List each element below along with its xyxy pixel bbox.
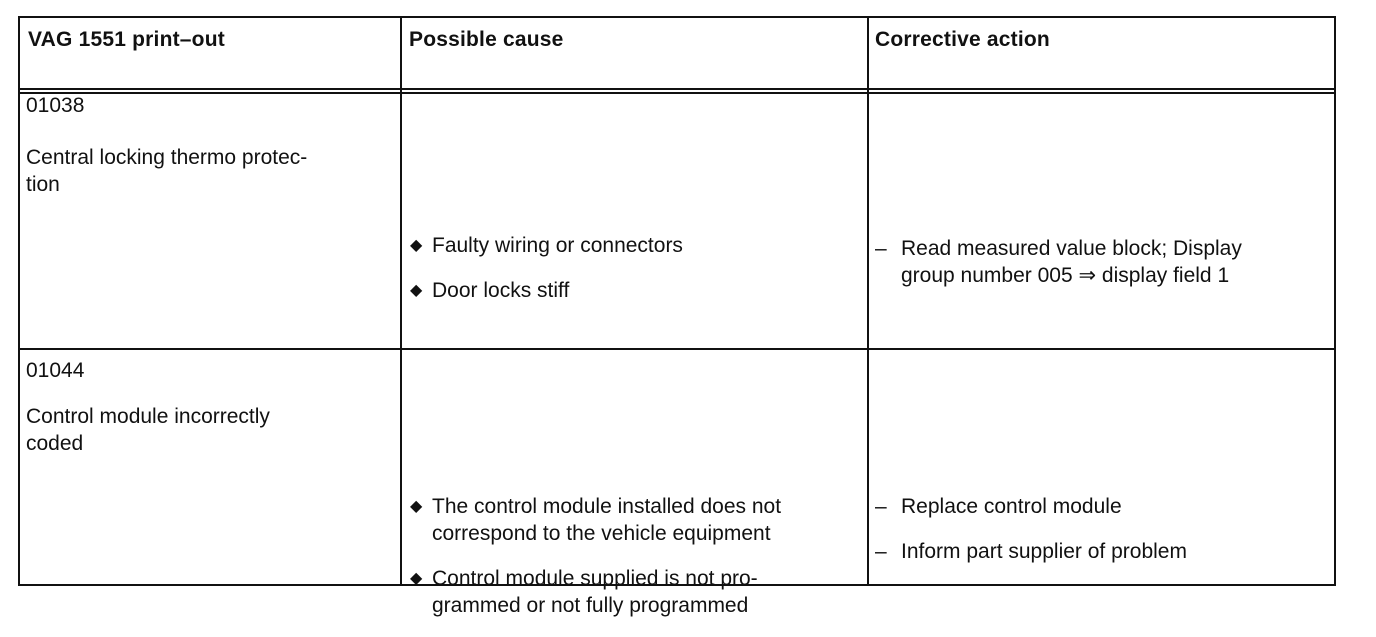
list-item: – Replace control module [875, 495, 1122, 518]
fault-table [18, 16, 1336, 617]
column-divider [400, 18, 402, 584]
cause-list [410, 475, 781, 637]
diamond-bullet-icon: ◆ [410, 570, 423, 587]
column-divider [867, 18, 869, 584]
header-divider [20, 92, 1334, 94]
list-item: ◆ Control module supplied is not pro- grammed or not fully programmed [410, 567, 758, 617]
action-list [875, 475, 1187, 583]
header-divider [20, 88, 1334, 90]
action-list [875, 217, 1242, 307]
dash-bullet-icon: – [875, 540, 887, 563]
diamond-bullet-icon: ◆ [410, 237, 423, 254]
diamond-bullet-icon: ◆ [410, 498, 423, 515]
dash-bullet-icon: – [875, 237, 887, 260]
dash-bullet-icon: – [875, 495, 887, 518]
header-printout: VAG 1551 print–out [28, 28, 225, 51]
header-cause: Possible cause [409, 28, 564, 51]
list-item: – Read measured value block; Display group number 005 ⇒ display field 1 [875, 237, 1242, 287]
list-item: ◆ Faulty wiring or connectors [410, 234, 683, 257]
list-item: ◆ The control module installed does not correspond to the vehicle equipment [410, 495, 782, 545]
row-divider [20, 348, 1334, 350]
fault-code: 01044 [26, 359, 85, 382]
list-item: – Inform part supplier of problem [875, 540, 1187, 563]
diamond-bullet-icon: ◆ [410, 282, 423, 299]
fault-code: 01038 [26, 94, 85, 117]
cause-list [410, 214, 683, 322]
fault-description: Control module incorrectly coded [26, 405, 270, 455]
fault-description: Central locking thermo protec- tion [26, 146, 308, 196]
header-action: Corrective action [875, 28, 1050, 51]
list-item: ◆ Door locks stiff [410, 279, 570, 302]
